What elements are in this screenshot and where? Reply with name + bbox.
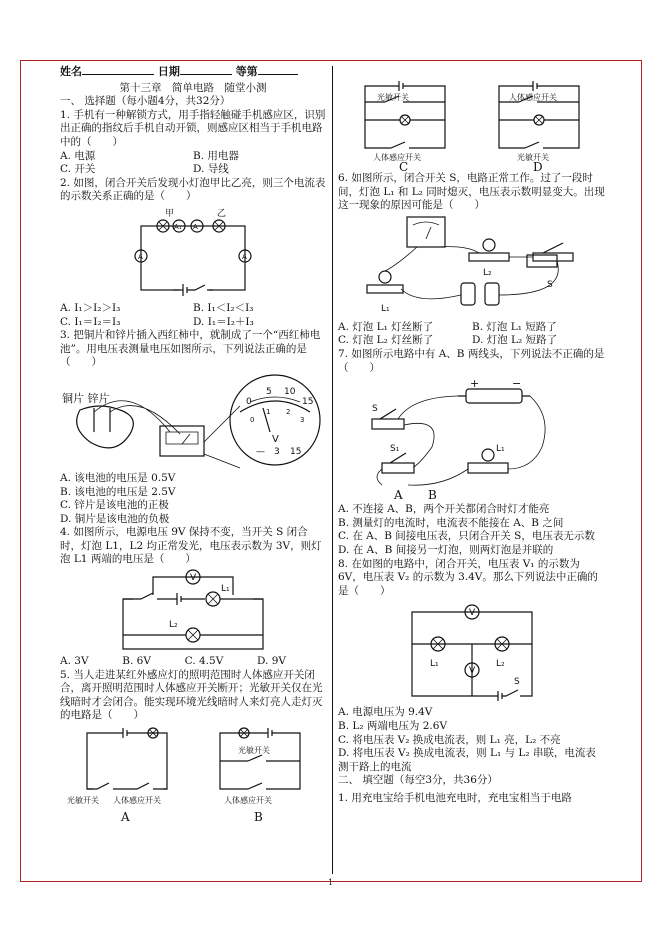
q7-lamp-icon <box>482 449 494 461</box>
student-info-header <box>60 64 326 79</box>
q1-options-2 <box>60 163 326 177</box>
q6-cell-1-icon <box>461 283 475 305</box>
q8-option-b[interactable]: B. L₂ 两端电压为 2.6V <box>338 719 448 732</box>
q4-stem: 4. 如图所示，电源电压 9V 保持不变，当开关 S 闭合时，灯泡 L1，L2 均正常发光，电压表示数为 3V，则灯泡 L1 两端的电压是（ ） <box>60 526 322 566</box>
svg-text:人体感应开关: 人体感应开关 <box>112 796 161 806</box>
svg-text:C: C <box>399 160 409 172</box>
q7-battery-icon <box>466 389 522 403</box>
svg-text:S: S <box>547 279 553 290</box>
svg-text:V: V <box>190 573 197 584</box>
q2-option-a[interactable]: A. I₁＞I₂＞I₃ <box>60 301 121 314</box>
svg-text:−: − <box>512 377 522 391</box>
svg-text:5: 5 <box>266 386 272 397</box>
svg-text:0: 0 <box>246 396 252 407</box>
svg-text:3: 3 <box>300 415 305 424</box>
q2-option-b[interactable]: B. I₁＜I₂＜I₃ <box>193 301 254 314</box>
svg-text:D: D <box>533 160 543 172</box>
quiz-title: 第十三章 简单电路 随堂小测 <box>119 81 267 94</box>
q5-figures-cd <box>338 64 606 172</box>
q4-circuit-figure <box>113 569 273 653</box>
q8-circuit-figure <box>402 600 542 704</box>
q4-option-b[interactable]: B. 6V <box>122 655 151 668</box>
q7-option-b[interactable]: B. 测量灯的电流时，电流表不能接在 A、B 之间 <box>338 516 564 529</box>
svg-text:人体感应开关: 人体感应开关 <box>223 796 272 806</box>
q7-option-a[interactable]: A. 不连接 A、B，两个开关都闭合时灯才能亮 <box>338 503 550 516</box>
q1-stem: 1. 手机有一种解锁方式，用手指轻触碰手机感应区，识别出正确的指纹后手机自动开锁，则感应区相当于手机电路中的（ ） <box>60 108 326 148</box>
q5-figures-ab <box>60 723 326 825</box>
section1-heading: 一、 选择题（每小题4分，共32分） <box>60 95 231 108</box>
svg-text:人体感应开关: 人体感应开关 <box>373 153 421 162</box>
q3-tomato-icon <box>77 406 134 448</box>
svg-text:L₁: L₁ <box>496 444 505 455</box>
q4-option-c[interactable]: C. 4.5V <box>184 655 224 668</box>
q3-stem: 3. 把铜片和锌片插入西红柿中，就制成了一个“西红柿电池”。用电压表测量电压如图所示，下列说法正确的是（ ） <box>60 329 321 369</box>
q3-electrode-label: 铜片 锌片 <box>62 391 110 405</box>
name-label: 姓名 <box>60 65 82 78</box>
name-blank[interactable] <box>82 64 154 75</box>
rank-blank[interactable] <box>258 64 298 75</box>
svg-text:15: 15 <box>290 446 302 457</box>
svg-text:V: V <box>469 666 476 677</box>
q3-tomato-battery-figure <box>60 372 326 470</box>
q4-option-a[interactable]: A. 3V <box>60 655 89 668</box>
svg-text:L₁: L₁ <box>221 584 230 595</box>
q7-switch-s1-icon <box>382 463 414 473</box>
q6-stem: 6. 如图所示，闭合开关 S，电路正常工作。过了一段时间，灯泡 L₁ 和 L₂ 同时熄灭，电压表示数明显变大。出现这一现象的原因可能是（ ） <box>338 172 605 212</box>
svg-text:V: V <box>469 608 476 619</box>
q1-option-b[interactable]: B. 用电器 <box>193 149 239 162</box>
q6-options-2 <box>338 334 606 348</box>
svg-text:A: A <box>193 222 198 231</box>
svg-text:1: 1 <box>266 407 271 416</box>
svg-text:A: A <box>138 252 143 261</box>
svg-text:2: 2 <box>286 407 291 416</box>
svg-text:0: 0 <box>250 415 255 424</box>
q2-label-yi: 乙 <box>217 208 227 219</box>
svg-text:L₂: L₂ <box>483 267 492 278</box>
q7-circuit-photo-figure <box>362 377 582 501</box>
q8-option-d[interactable]: D. 将电压表 V₂ 换成电流表，则 L₁ 与 L₂ 串联，电流表测干路上的电流 <box>338 747 596 773</box>
q5-figure-d <box>479 64 599 172</box>
svg-text:B: B <box>253 810 263 825</box>
q2-option-c[interactable]: C. I₁＝I₂＝I₃ <box>60 315 121 328</box>
q8-option-c[interactable]: C. 将电压表 V₂ 换成电流表，则 L₁ 亮，L₂ 不亮 <box>338 733 561 746</box>
q5-figure-c <box>345 64 465 172</box>
page-number: 1 <box>327 878 334 887</box>
q1-options <box>60 150 326 164</box>
date-blank[interactable] <box>180 64 232 75</box>
q7-switch-s-icon <box>372 419 404 429</box>
q3-voltmeter-device-icon <box>160 426 204 456</box>
svg-text:10: 10 <box>284 386 296 397</box>
q2-options-2 <box>60 316 326 330</box>
q7-lamp-base-icon <box>468 463 508 473</box>
svg-text:A₁: A₁ <box>174 222 182 231</box>
q6-cell-2-icon <box>485 283 499 305</box>
q3-option-b[interactable]: B. 该电池的电压是 2.5V <box>60 485 176 498</box>
svg-text:光敏开关: 光敏开关 <box>66 796 99 806</box>
q3-option-a[interactable]: A. 该电池的电压是 0.5V <box>60 471 176 484</box>
q2-label-jia: 甲 <box>165 208 175 219</box>
svg-text:L₂: L₂ <box>496 659 505 670</box>
left-column <box>60 64 326 825</box>
q8-option-a[interactable]: A. 电源电压为 9.4V <box>338 706 433 719</box>
q2-options <box>60 302 326 316</box>
q5-stem: 5. 当人走进某红外感应灯的照明范围时人体感应开关闭合，离开照明范围时人体感应开关断开；光敏开关仅在光线暗时才会闭合。能实现环境光线暗时人来灯亮人走灯灭的电路是（ ） <box>60 668 323 722</box>
section2-heading: 二、 填空题（每空3分，共36分） <box>338 774 498 787</box>
q2-circuit-figure <box>123 206 263 300</box>
rank-label: 等第 <box>235 65 258 78</box>
svg-text:S: S <box>372 404 378 415</box>
right-column <box>338 64 606 805</box>
svg-text:人体感应开关: 人体感应开关 <box>509 93 557 102</box>
svg-text:3: 3 <box>274 446 280 457</box>
q7-option-d[interactable]: D. 在 A、B 间接另一灯泡，则两灯泡是并联的 <box>338 543 554 556</box>
svg-text:L₂: L₂ <box>169 620 178 631</box>
q6-voltmeter-icon <box>407 217 445 247</box>
q6-options <box>338 321 606 335</box>
q6-lamp-l2-base-icon <box>469 253 509 261</box>
q5-figure-a <box>67 723 187 825</box>
q1-option-d[interactable]: D. 导线 <box>193 163 229 176</box>
q8-stem: 8. 在如图的电路中，闭合开关，电压表 V₁ 的示数为 6V，电压表 V₂ 的示数为 3.4V。那么下列说法中正确的是（ ） <box>338 557 598 597</box>
svg-text:S₁: S₁ <box>390 444 400 455</box>
q6-lamp-l1-base-icon <box>367 285 403 293</box>
q5-figure-b <box>200 723 320 825</box>
svg-text:—: — <box>256 446 265 457</box>
svg-text:15: 15 <box>302 396 314 407</box>
q1-option-a[interactable]: A. 电源 <box>60 149 96 162</box>
svg-text:光敏开关: 光敏开关 <box>517 153 549 162</box>
svg-text:光敏开关: 光敏开关 <box>237 746 270 756</box>
q6-circuit-photo-figure <box>357 215 587 319</box>
q2-option-d[interactable]: D. I₁＝I₂＋I₃ <box>193 315 254 328</box>
q4-options <box>60 655 326 669</box>
q2-stem: 2. 如图，闭合开关后发现小灯泡甲比乙亮，则三个电流表的示数关系正确的是（ ） <box>60 176 326 203</box>
q1-option-c[interactable]: C. 开关 <box>60 163 96 176</box>
date-label: 日期 <box>157 65 180 78</box>
q7-stem: 7. 如图所示电路中有 A、B 两线头，下列说法不正确的是（ ） <box>338 347 605 374</box>
svg-text:S: S <box>514 677 520 688</box>
fill-q1-stem: 1. 用充电宝给手机电池充电时，充电宝相当于电路 <box>338 791 572 804</box>
q4-switch-battery-icon <box>123 593 205 605</box>
svg-text:光敏开关: 光敏开关 <box>377 93 409 102</box>
q7-option-c[interactable]: C. 在 A、B 间接电压表，只闭合开关 S，电压表无示数 <box>338 530 595 543</box>
svg-text:A: A <box>120 810 130 825</box>
q6-option-b[interactable]: B. 灯泡 L₁ 短路了 <box>472 320 557 333</box>
svg-text:L₁: L₁ <box>430 659 439 670</box>
svg-text:L₁: L₁ <box>381 303 390 314</box>
svg-text:+: + <box>470 377 480 391</box>
svg-text:V: V <box>272 433 279 445</box>
svg-text:B: B <box>428 488 437 502</box>
q4-option-d[interactable]: D. 9V <box>257 655 286 668</box>
svg-text:A: A <box>242 252 247 261</box>
q6-switch-icon <box>533 253 573 261</box>
svg-text:A: A <box>394 488 403 502</box>
q6-option-d[interactable]: D. 灯泡 L₂ 短路了 <box>472 334 558 347</box>
q3-option-d[interactable]: D. 铜片是该电池的负极 <box>60 512 170 525</box>
q6-option-c[interactable]: C. 灯泡 L₂ 灯丝断了 <box>338 334 434 347</box>
q3-option-c[interactable]: C. 锌片是该电池的正极 <box>60 499 169 512</box>
column-divider <box>332 66 333 874</box>
q6-option-a[interactable]: A. 灯泡 L₁ 灯丝断了 <box>338 320 434 333</box>
